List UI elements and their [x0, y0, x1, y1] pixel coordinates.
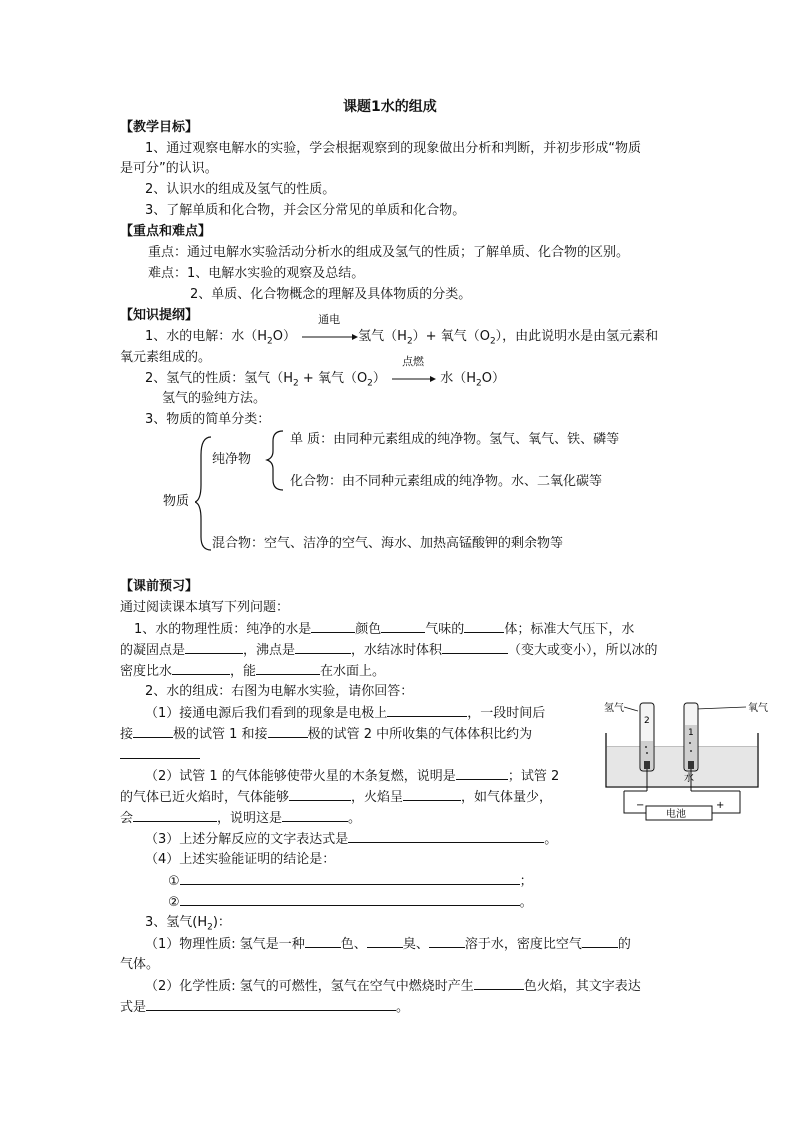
- blank[interactable]: [146, 997, 396, 1011]
- conclusion-1: ① ；: [168, 871, 533, 892]
- question-1-line3: 密度比水 ，能 在水面上。: [120, 661, 385, 682]
- tube-2-label: 2: [644, 716, 650, 726]
- blank[interactable]: [282, 808, 348, 822]
- tree-element: 单 质：由同种元素组成的纯净物。氢气、氧气、铁、磷等: [290, 432, 620, 447]
- blank[interactable]: [442, 640, 508, 654]
- question-2-3: （3）上述分解反应的文字表达式是 。: [145, 829, 557, 850]
- question-3-1-line2: 气体。: [120, 957, 160, 972]
- blank[interactable]: [180, 892, 520, 906]
- section-header-objectives: 【教学目标】: [120, 120, 199, 135]
- question-3-2-line1: （2）化学性质: 氢气的可燃性，氢气在空气中燃烧时产生 色火焰，其文字表达: [145, 976, 641, 997]
- hydrogen-property-equation: 2、氢气的性质：氢气（$H_2$ + 氧气$(O_2)$ 点燃 水$(H_2O)$: [145, 355, 505, 389]
- question-2-2-line2: 的气体已近火焰时，气体能够 ，火焰呈 ，如气体量少，: [120, 787, 552, 808]
- hydrogen-label: 氢气: [604, 703, 624, 714]
- blank[interactable]: [120, 745, 200, 759]
- objective-3: 3、了解单质和化合物，并会区分常见的单质和化合物。: [145, 203, 466, 218]
- blank[interactable]: [474, 976, 524, 990]
- preview-intro: 通过阅读课本填写下列问题：: [120, 600, 290, 615]
- blank[interactable]: [381, 619, 425, 633]
- blank[interactable]: [180, 871, 520, 885]
- blank[interactable]: [185, 640, 243, 654]
- objective-2: 2、认识水的组成及氢气的性质。: [145, 182, 336, 197]
- electrolysis-equation: 1、水的电解：水$(H_2O)$ 通电 氢气$(H_2)+$ 氧气$(O_2)$，由此说明水是由氢元素和: [145, 313, 659, 347]
- water-label: 水: [684, 773, 694, 784]
- classification-heading: 3、物质的简单分类：: [145, 412, 271, 427]
- question-1-line1: 1、水的物理性质：纯净的水是 颜色 气味的 体；标准大气压下，水: [134, 619, 634, 640]
- blank[interactable]: [387, 703, 467, 717]
- blank[interactable]: [133, 724, 173, 738]
- key-point: 重点：通过电解水实验活动分析水的组成及氢气的性质；了解单质、化合物的区别。: [148, 245, 630, 260]
- blank[interactable]: [311, 619, 355, 633]
- blank[interactable]: [289, 787, 351, 801]
- tree-mixture: 混合物：空气、洁净的空气、海水、加热高锰酸钾的剩余物等: [212, 536, 564, 551]
- question-3-2-line2: 式是 。: [120, 997, 409, 1018]
- question-2-1-line2: 接 极的试管 1 和接 极的试管 2 中所收集的气体体积比约为: [120, 724, 532, 745]
- plus-sign: +: [716, 800, 725, 811]
- oxygen-label: 氧气: [748, 703, 768, 714]
- question-2-2-line3: 会 ，说明这是 。: [120, 808, 361, 829]
- blank[interactable]: [464, 619, 504, 633]
- electrolysis-conclusion: 氧元素组成的。: [120, 350, 212, 365]
- section-header-preview: 【课前预习】: [120, 579, 199, 594]
- blank[interactable]: [295, 640, 351, 654]
- conclusion-2: ② 。: [168, 892, 533, 913]
- blank[interactable]: [582, 934, 618, 948]
- difficulty-1: 难点：1、电解水实验的观察及总结。: [148, 266, 365, 281]
- blank[interactable]: [456, 766, 508, 780]
- blank[interactable]: [268, 724, 308, 738]
- difficulty-2: 2、单质、化合物概念的理解及具体物质的分类。: [190, 287, 472, 302]
- reaction-arrow: 通电: [300, 327, 358, 347]
- minus-sign: −: [636, 800, 645, 811]
- question-1-line2: 的凝固点是 ，沸点是 ，水结冰时体积 （变大或变小），所以冰的: [120, 640, 658, 661]
- blank[interactable]: [172, 661, 230, 675]
- battery-label: 电池: [666, 809, 686, 820]
- tree-root: 物质: [163, 494, 190, 509]
- reaction-arrow: 点燃: [390, 369, 436, 389]
- question-2-1-line1: （1）接通电源后我们看到的现象是电极上 ，一段时间后: [145, 703, 545, 724]
- objective-1: 1、通过观察电解水的实验，学会根据观察到的现象做出分析和判断，并初步形成“物质: [145, 141, 642, 156]
- objective-1-cont: 是可分”的认识。: [120, 161, 218, 176]
- blank[interactable]: [133, 808, 217, 822]
- blank[interactable]: [367, 934, 403, 948]
- tree-compound: 化合物：由不同种元素组成的纯净物。水、二氧化碳等: [290, 474, 603, 489]
- question-2: 2、水的组成：右图为电解水实验，请你回答：: [145, 684, 414, 699]
- section-header-keypoints: 【重点和难点】: [120, 224, 212, 239]
- question-2-2-line1: （2）试管 1 的气体能够使带火星的木条复燃，说明是 ；试管 2: [145, 766, 559, 787]
- blank[interactable]: [403, 787, 461, 801]
- tube-1-label: 1: [688, 728, 694, 738]
- electrolysis-diagram: [600, 695, 778, 830]
- blank[interactable]: [348, 829, 544, 843]
- blank[interactable]: [305, 934, 341, 948]
- hydrogen-purity-test: 氢气的验纯方法。: [162, 391, 267, 406]
- question-2-4: （4）上述实验能证明的结论是：: [145, 852, 336, 867]
- blank[interactable]: [429, 934, 465, 948]
- question-3: 3、氢气$(H_2)$：: [145, 915, 231, 933]
- page-title: 课题1水的组成: [343, 99, 437, 115]
- section-header-outline: 【知识提纲】: [120, 308, 199, 323]
- question-3-1-line1: （1）物理性质: 氢气是一种 色、 臭、 溶于水，密度比空气 的: [145, 934, 631, 955]
- tree-pure-substance: 纯净物: [212, 452, 252, 467]
- question-2-1-line3: [120, 745, 200, 766]
- blank[interactable]: [256, 661, 320, 675]
